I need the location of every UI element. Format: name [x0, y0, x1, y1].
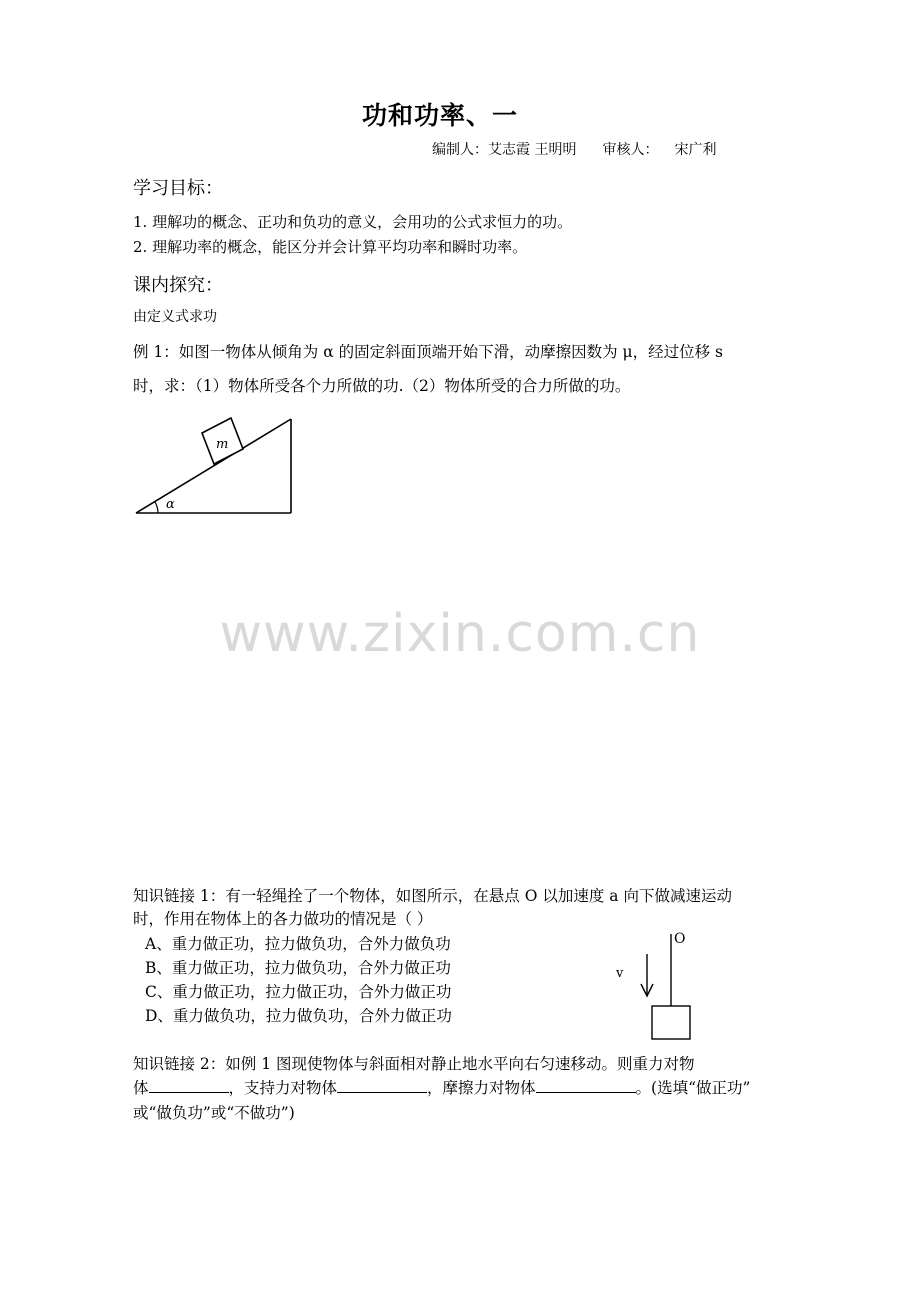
example1-line2: 时，求：（1）物体所受各个力所做的功.（2）物体所受的合力所做的功。 [133, 377, 631, 395]
velocity-label: v [616, 966, 624, 981]
mass-label: m [216, 437, 229, 452]
hanging-block [652, 1006, 690, 1039]
link2-seg-b: ，支持力对物体 [228, 1079, 338, 1097]
angle-label: α [166, 497, 175, 512]
example1-line1: 例 1：如图一物体从倾角为 α 的固定斜面顶端开始下滑，动摩擦因数为 μ，经过位移 s [133, 343, 723, 361]
authors-line [432, 139, 716, 159]
link2-line1: 知识链接 2：如例 1 图现使物体与斜面相对静止地水平向右匀速移动。则重力对物 [133, 1055, 695, 1073]
reviewer-label: 审核人： [602, 142, 659, 158]
blank-support[interactable] [337, 1078, 427, 1093]
reviewer-name: 宋广利 [674, 142, 717, 158]
goal-item-2: 2. 理解功率的概念，能区分并会计算平均功率和瞬时功率。 [133, 238, 528, 256]
link2-seg-a: 体 [133, 1079, 149, 1097]
explore-subheading: 由定义式求功 [133, 309, 217, 325]
link2-seg-d: 。(选填“做正功” [635, 1079, 751, 1097]
link2-seg-c: ，摩擦力对物体 [427, 1079, 536, 1097]
link2-line3: 或“做负功”或“不做功”) [133, 1104, 295, 1122]
compiler-label: 编制人：艾志霞 王明明 [432, 142, 577, 158]
pivot-label: O [674, 931, 686, 947]
watermark: www.zixin.com.cn [219, 604, 701, 664]
link2-line2 [133, 1076, 750, 1098]
option-b: B、重力做正功，拉力做负功，合外力做正功 [145, 959, 451, 977]
option-d: D、重力做负功，拉力做负功，合外力做正功 [145, 1007, 452, 1025]
link1-line1: 知识链接 1：有一轻绳拴了一个物体，如图所示，在悬点 O 以加速度 a 向下做减速运动 [133, 887, 732, 905]
goals-heading: 学习目标： [133, 178, 223, 199]
goal-item-1: 1. 理解功的概念、正功和负功的意义，会用功的公式求恒力的功。 [133, 213, 573, 231]
blank-friction[interactable] [536, 1078, 636, 1093]
explore-heading: 课内探究： [133, 275, 223, 296]
page-title: 功和功率、一 [361, 101, 518, 130]
angle-arc [155, 502, 158, 513]
blank-gravity[interactable] [149, 1078, 229, 1093]
option-a: A、重力做正功，拉力做负功，合外力做负功 [145, 935, 451, 953]
hanging-block-diagram [600, 926, 710, 1046]
incline-diagram [130, 412, 300, 522]
option-c: C、重力做正功，拉力做正功，合外力做正功 [145, 983, 452, 1001]
link1-line2: 时，作用在物体上的各力做功的情况是（ ） [133, 910, 433, 928]
